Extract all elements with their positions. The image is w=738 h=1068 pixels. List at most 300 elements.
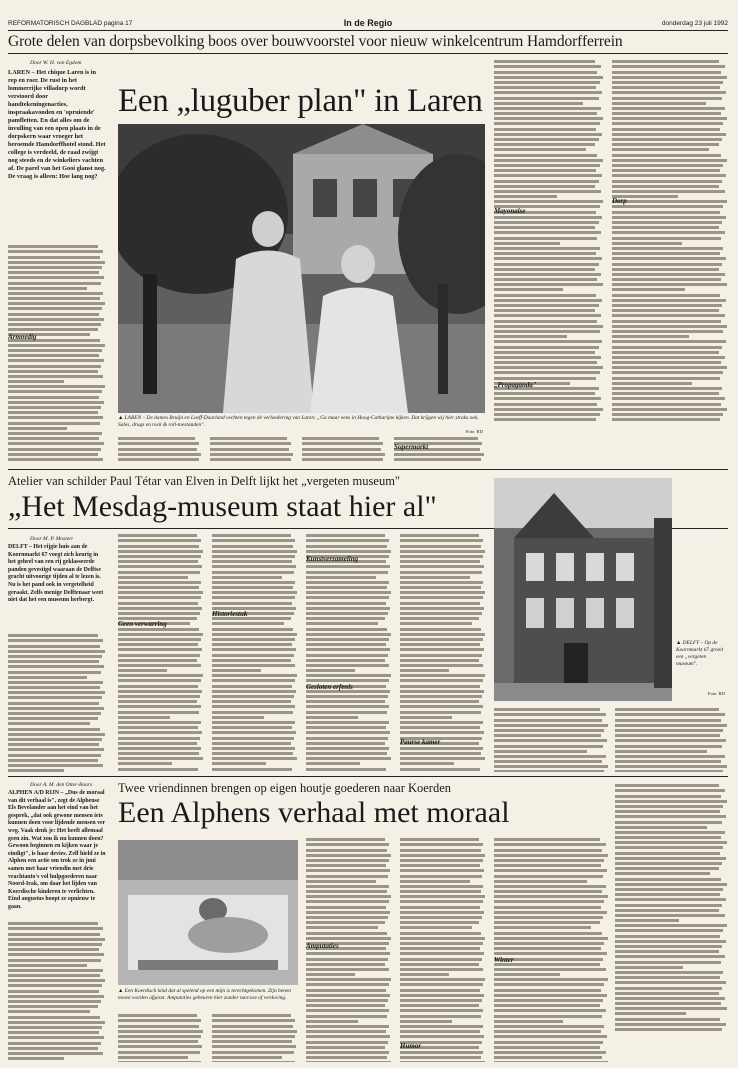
text-line — [612, 330, 723, 333]
text-line — [306, 742, 385, 745]
text-line — [400, 539, 483, 542]
text-line — [8, 276, 104, 279]
text-line — [494, 237, 597, 240]
text-line — [400, 617, 479, 620]
text-line — [8, 712, 101, 715]
text-line — [400, 1020, 452, 1023]
text-line — [8, 313, 99, 316]
text-line — [8, 743, 99, 746]
text-line — [494, 1020, 563, 1023]
text-line — [494, 309, 595, 312]
text-line — [615, 784, 719, 787]
text-line — [494, 128, 596, 131]
text-line — [612, 237, 721, 240]
text-line — [494, 169, 596, 172]
text-line — [400, 664, 483, 667]
body-text — [118, 532, 204, 772]
text-line — [118, 539, 201, 542]
text-line — [612, 231, 725, 234]
text-line — [8, 984, 102, 987]
subhead: Geen verwarring — [118, 620, 167, 628]
text-line — [400, 854, 485, 857]
text-line — [306, 854, 391, 857]
subhead: Kunstverzameling — [306, 555, 359, 563]
text-line — [118, 602, 198, 605]
text-line — [612, 304, 722, 307]
text-line — [615, 955, 725, 958]
text-line — [8, 266, 102, 269]
text-line — [612, 180, 722, 183]
text-line — [612, 257, 726, 260]
text-line — [494, 288, 563, 291]
text-line — [8, 733, 105, 736]
text-line — [494, 952, 607, 955]
text-line — [612, 86, 720, 89]
text-line — [400, 864, 480, 867]
text-line — [400, 869, 484, 872]
text-line — [494, 921, 600, 924]
text-line — [494, 745, 603, 748]
text-line — [612, 81, 723, 84]
divider — [8, 53, 728, 54]
text-line — [118, 674, 203, 677]
text-line — [302, 442, 383, 445]
text-line — [400, 983, 483, 986]
text-line — [494, 257, 602, 260]
text-line — [8, 432, 102, 435]
text-line — [306, 916, 388, 919]
text-line — [615, 971, 723, 974]
text-line — [306, 1030, 386, 1033]
text-line — [612, 76, 727, 79]
text-line — [306, 721, 389, 724]
text-line — [400, 560, 480, 563]
text-line — [212, 674, 297, 677]
text-line — [118, 742, 197, 745]
body-text — [615, 782, 728, 1062]
text-line — [494, 346, 599, 349]
text-line — [494, 361, 597, 364]
text-line — [8, 282, 101, 285]
text-line — [400, 700, 479, 703]
text-line — [212, 638, 295, 641]
text-line — [494, 221, 599, 224]
text-line — [615, 904, 722, 907]
text-line — [118, 591, 203, 594]
text-line — [615, 888, 723, 891]
text-line — [212, 622, 284, 625]
text-line — [612, 397, 725, 400]
text-line — [212, 690, 296, 693]
text-line — [612, 226, 719, 229]
text-line — [8, 287, 87, 290]
text-line — [118, 1061, 201, 1062]
text-line — [400, 838, 479, 841]
text-line — [212, 1030, 297, 1033]
text-line — [118, 695, 200, 698]
text-line — [615, 950, 719, 953]
article2-caption: ▲ DELFT – Op de Koornmarkt 67 groeit een „vergeten museum". — [676, 640, 724, 667]
text-line — [212, 747, 295, 750]
text-line — [612, 159, 727, 162]
text-line — [615, 898, 726, 901]
text-line — [615, 857, 726, 860]
text-line — [494, 102, 583, 105]
text-line — [612, 299, 726, 302]
text-line — [306, 875, 388, 878]
text-line — [8, 933, 100, 936]
text-line — [212, 752, 293, 755]
text-line — [8, 769, 64, 772]
text-line — [615, 1007, 727, 1010]
text-line — [494, 60, 595, 63]
text-line — [615, 992, 719, 995]
text-line — [615, 770, 723, 772]
text-line — [118, 596, 201, 599]
text-line — [615, 750, 707, 753]
text-line — [494, 97, 599, 100]
text-line — [8, 354, 99, 357]
text-line — [8, 676, 87, 679]
text-line — [494, 916, 603, 919]
text-line — [615, 935, 720, 938]
text-line — [8, 370, 98, 373]
text-line — [302, 448, 381, 451]
text-line — [615, 739, 726, 742]
text-line — [494, 713, 606, 716]
text-line — [400, 550, 485, 553]
text-line — [612, 361, 721, 364]
text-line — [400, 952, 484, 955]
text-line — [494, 994, 607, 997]
text-line — [212, 659, 291, 662]
text-line — [615, 997, 725, 1000]
text-line — [494, 864, 601, 867]
text-line — [306, 596, 389, 599]
text-line — [615, 893, 720, 896]
text-line — [118, 1056, 188, 1059]
text-line — [306, 638, 389, 641]
article1-credit: Foto: RD — [466, 429, 483, 434]
text-line — [615, 966, 683, 969]
text-line — [400, 716, 452, 719]
subhead: Armoedig — [8, 333, 37, 341]
text-line — [494, 1025, 604, 1028]
text-line — [306, 571, 388, 574]
text-line — [212, 762, 266, 765]
text-line — [612, 97, 722, 100]
text-line — [400, 565, 484, 568]
text-line — [400, 994, 484, 997]
text-line — [494, 1046, 600, 1049]
text-line — [400, 911, 484, 914]
text-line — [494, 377, 596, 380]
text-line — [8, 754, 101, 757]
text-line — [494, 91, 602, 94]
text-line — [8, 250, 103, 253]
text-line — [8, 416, 103, 419]
text-line — [118, 679, 201, 682]
text-line — [8, 722, 90, 725]
text-line — [8, 728, 100, 731]
text-line — [118, 633, 203, 636]
text-line — [612, 346, 722, 349]
text-line — [212, 628, 293, 631]
text-line — [494, 947, 601, 950]
text-line — [306, 869, 390, 872]
text-line — [212, 742, 291, 745]
text-line — [612, 154, 721, 157]
text-line — [118, 721, 201, 724]
text-line — [212, 555, 295, 558]
text-line — [615, 909, 719, 912]
text-line — [494, 304, 599, 307]
text-line — [612, 273, 725, 276]
text-line — [306, 659, 385, 662]
text-line — [400, 555, 483, 558]
text-line — [306, 963, 385, 966]
text-line — [400, 628, 481, 631]
text-line — [306, 973, 355, 976]
text-line — [400, 968, 483, 971]
text-line — [8, 671, 101, 674]
text-line — [494, 765, 608, 768]
text-line — [306, 550, 391, 553]
text-line — [212, 1056, 282, 1059]
text-line — [494, 159, 603, 162]
text-line — [8, 1000, 101, 1003]
text-line — [494, 226, 595, 229]
photo-image — [118, 840, 298, 985]
text-line — [612, 148, 709, 151]
text-line — [118, 560, 198, 563]
text-line — [400, 591, 485, 594]
text-line — [612, 211, 720, 214]
text-line — [494, 325, 603, 328]
text-line — [615, 987, 722, 990]
text-line — [612, 247, 723, 250]
text-line — [400, 757, 485, 760]
text-line — [118, 700, 197, 703]
text-line — [8, 1047, 98, 1050]
text-line — [118, 437, 195, 440]
text-line — [8, 655, 102, 658]
text-line — [494, 1009, 606, 1012]
text-line — [306, 539, 389, 542]
text-line — [118, 448, 197, 451]
text-line — [400, 705, 483, 708]
text-line — [494, 403, 597, 406]
article3-headline: Een Alphens verhaal met moraal — [118, 796, 510, 829]
text-line — [8, 943, 102, 946]
text-line — [615, 745, 722, 748]
text-line — [612, 356, 725, 359]
article2-credit: Foto: RD — [708, 691, 725, 696]
text-line — [494, 371, 600, 374]
text-line — [306, 545, 387, 548]
text-line — [212, 545, 293, 548]
text-line — [212, 768, 292, 771]
text-line — [210, 437, 287, 440]
text-line — [494, 154, 597, 157]
article1-kicker: Grote delen van dorpsbevolking boos over bouwvoorstel voor nieuw winkelcentrum Hamdorfferrein — [8, 33, 623, 50]
text-line — [615, 1028, 722, 1031]
text-line — [612, 174, 726, 177]
text-line — [612, 107, 725, 110]
text-line — [118, 1040, 198, 1043]
text-line — [494, 1061, 608, 1062]
article3-caption: ▲ Een Koerdisch kind dat al spelend op een mijn is terechtgekomen. Zijn benen moest worden afgezet. Amputaties gebeuren hier zonder narcose of verdoving. — [118, 988, 291, 1001]
text-line — [400, 963, 479, 966]
article3-byline: Door A. M. den Otter-Baars — [30, 782, 93, 788]
text-line — [400, 973, 449, 976]
text-line — [118, 664, 201, 667]
text-line — [612, 377, 720, 380]
text-line — [494, 729, 604, 732]
text-line — [8, 437, 99, 440]
text-line — [615, 826, 707, 829]
subhead: Dorp — [612, 197, 627, 205]
body-text — [494, 706, 609, 772]
text-line — [494, 849, 602, 852]
text-line — [8, 681, 103, 684]
article2-lead: DELFT – Het rijgie huis aan de Koornmarkt 67 voegt zich keurig in het geheel van een rij geklasseerde panden gevestigd waaraan de Delftse gracht uitvoorige tijden al te lezen is. Nu is het pand ook in vergetelheid geraakt. Zelfs menige Delftenaar weet niet dat het een museum herbergt. — [8, 544, 104, 604]
text-line — [612, 288, 685, 291]
photo-image — [118, 124, 485, 413]
text-line — [400, 596, 483, 599]
text-line — [615, 924, 727, 927]
text-line — [400, 958, 482, 961]
text-line — [8, 390, 102, 393]
text-line — [8, 922, 98, 925]
text-line — [306, 612, 388, 615]
text-line — [615, 940, 726, 943]
text-line — [306, 648, 390, 651]
body-text — [118, 1012, 204, 1062]
text-line — [306, 885, 389, 888]
article2-headline: „Het Mesdag-museum staat hier al" — [8, 490, 437, 523]
text-line — [400, 731, 484, 734]
text-line — [494, 418, 596, 421]
text-line — [615, 724, 727, 727]
text-line — [118, 705, 201, 708]
text-line — [118, 659, 197, 662]
text-line — [306, 1051, 389, 1054]
text-line — [8, 1026, 102, 1029]
text-line — [306, 906, 386, 909]
text-line — [615, 755, 725, 758]
text-line — [400, 607, 484, 610]
text-line — [8, 691, 105, 694]
article3-kicker: Twee vriendinnen brengen op eigen houtje goederen naar Koerden — [118, 781, 452, 795]
text-line — [612, 294, 720, 297]
text-line — [118, 1025, 199, 1028]
text-line — [612, 122, 723, 125]
text-line — [400, 947, 480, 950]
text-line — [494, 112, 597, 115]
text-line — [400, 1056, 481, 1059]
text-line — [400, 638, 483, 641]
text-line — [494, 148, 586, 151]
text-line — [8, 245, 98, 248]
text-line — [306, 607, 390, 610]
text-line — [306, 952, 390, 955]
text-line — [400, 576, 470, 579]
text-line — [494, 356, 601, 359]
text-line — [118, 571, 200, 574]
text-line — [210, 458, 291, 461]
text-line — [8, 375, 103, 378]
text-line — [494, 174, 602, 177]
article1-caption: ▲ LAREN – De dames Bruijn en Loeff-Daarland vechten tegen de verloedering van Laren: „Ga maar eens in Hoog-Catharijne kijken. Dat krijgen wij hier straks ook. Sales, drugs en rock & roll-toestanden". — [118, 415, 479, 428]
text-line — [8, 1005, 98, 1008]
article3-lead: ALPHEN A/D RIJN – „Dus de moraal van dit verhaal is", zegt de Alphense Els Bevelander aan het eind van het gesprek, „dat ook gewone mensen iets kunnen doen voor lijdende mensen ver weg. Vaak denk je: Het heeft allemaal geen zin. Wat zou ik nu kunnen doen? Gewoon beginnen en kijken waar je eindigt", is haar devies. Zelf hield ze in Alphen een actie om trok ze in juni samen met haar vriendin met drie vrachtauto's vol hulpgoederen naar Noord-Irak, om daar het lijden van Koerdische kinderen te verlichten. Eind augustus hoopt ze opnieuw te gaan. — [8, 790, 106, 910]
text-line — [494, 770, 604, 772]
text-line — [306, 586, 387, 589]
text-line — [306, 895, 391, 898]
text-line — [494, 278, 597, 281]
text-line — [400, 762, 454, 765]
text-line — [306, 1015, 387, 1018]
text-line — [494, 719, 602, 722]
text-line — [306, 838, 385, 841]
text-line — [494, 838, 600, 841]
text-line — [8, 323, 101, 326]
text-line — [494, 854, 608, 857]
text-line — [615, 729, 723, 732]
text-line — [8, 448, 101, 451]
body-text — [306, 532, 392, 772]
text-line — [615, 846, 723, 849]
text-line — [612, 325, 727, 328]
header-date: donderdag 23 juli 1992 — [661, 20, 728, 27]
text-line — [615, 976, 720, 979]
text-line — [400, 747, 483, 750]
text-line — [118, 638, 201, 641]
text-line — [400, 895, 485, 898]
text-line — [494, 133, 602, 136]
text-line — [306, 989, 386, 992]
text-line — [8, 380, 64, 383]
text-line — [400, 602, 480, 605]
text-line — [494, 900, 604, 903]
body-text — [400, 836, 486, 1062]
text-line — [400, 926, 472, 929]
text-line — [400, 1035, 484, 1038]
text-line — [615, 815, 726, 818]
text-line — [494, 263, 599, 266]
body-text — [210, 435, 294, 465]
text-line — [400, 1015, 481, 1018]
text-line — [494, 1041, 603, 1044]
header-section: In de Regio — [343, 18, 393, 28]
text-line — [212, 1040, 292, 1043]
text-line — [306, 932, 387, 935]
text-line — [494, 216, 602, 219]
text-line — [400, 654, 482, 657]
text-line — [8, 1042, 101, 1045]
text-line — [612, 138, 722, 141]
text-line — [306, 534, 385, 537]
text-line — [212, 757, 297, 760]
text-line — [8, 349, 102, 352]
text-line — [212, 1019, 295, 1022]
text-line — [8, 995, 104, 998]
text-line — [118, 550, 203, 553]
text-line — [8, 979, 105, 982]
text-line — [494, 911, 607, 914]
text-line — [494, 932, 602, 935]
